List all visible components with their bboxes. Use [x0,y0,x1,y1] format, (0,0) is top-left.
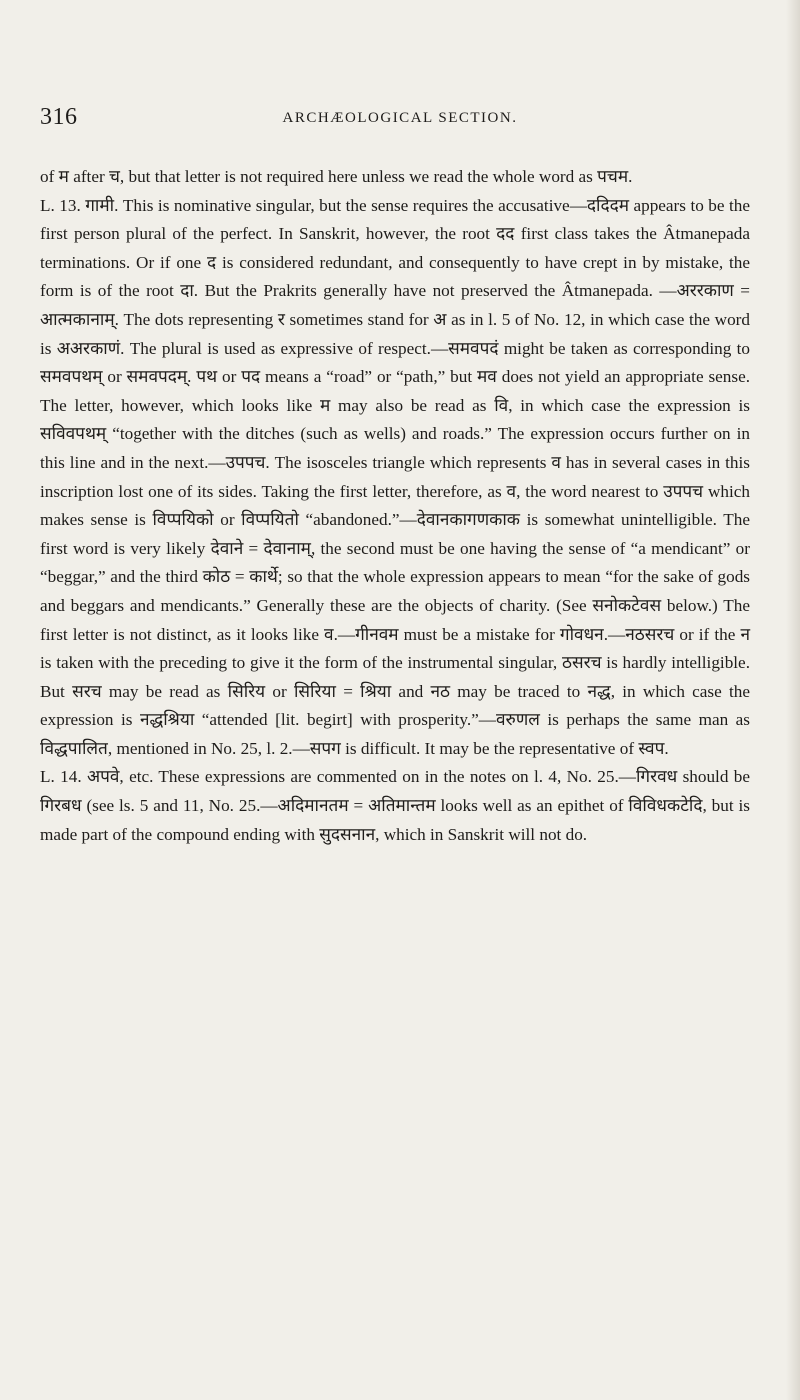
page-edge-shadow [786,0,800,1400]
body-text [40,163,750,849]
running-title: ARCHÆOLOGICAL SECTION. [282,110,518,126]
paragraph: L. 13. गामी. This is nominative singular, but the sense requires the accusative—ददिदम appears to be the first person plural of the perfect. In Sanskrit, however, the root दद first class takes the Âtmanepada terminations. Or if one द is considered redundant, and consequently to have crept in by mistake, the form is of the root दा. But the Prakrits generally have not preserved the Âtmanepada. —अररकाण = आत्मकानाम्. The dots representing र sometimes stand for अ as in l. 5 of No. 12, in which case the word is अअरकाणं. The plural is used as expressive of respect.—समवपदं might be taken as corresponding to समवपथम् or समवपदम्. पथ or पद means a “road” or “path,” but मव does not yield an appropriate sense. The letter, however, which looks like म may also be read as वि, in which case the expression is सविवपथम् “together with the ditches (such as wells) and roads.” The expression occurs further on in this line and in the next.—उपपच. The isosceles triangle which represents व has in several cases in this inscription lost one of its sides. Taking the first letter, therefore, as व, the word nearest to उपपच which makes sense is विप्पयिको or विप्पयितो “abandoned.”—देवानकागणकाक is somewhat unintelligible. The first word is very likely देवाने = देवानाम्, the second must be one having the sense of “a mendicant” or “beggar,” and the third कोठ = कार्थे; so that the whole expression appears to mean “for the sake of gods and beggars and mendicants.” Generally these are the objects of charity. (See सनोकटेवस below.) The first letter is not distinct, as it looks like व.—गीनवम must be a mistake for गोवधन.—नठसरच or if the न is taken with the preceding to give it the form of the instrumental singular, ठसरच is hardly intelligible. But सरच may be read as सिरिय or सिरिया = श्रिया and नठ may be traced to नद्ध, in which case the expression is नद्धश्रिया “attended [lit. begirt] with prosperity.”—वरुणल is perhaps the same man as विद्धपालित, mentioned in No. 25, l. 2.—सपग is difficult. It may be the representative of स्वप. [40,195,750,758]
paragraph: of म after च, but that letter is not required here unless we read the whole word as पचम. [40,167,633,186]
paragraph: L. 14. अपवे, etc. These expressions are commented on in the notes on l. 4, No. 25.—गिरवध should be गिरबध (see ls. 5 and 11, No. 25.—अदिमानतम = अतिमान्तम looks well as an epithet of विविधकटेदि, but is made part of the compound ending with सुदसनान, which in Sanskrit will not do. [40,767,750,844]
page-number: 316 [40,104,78,130]
